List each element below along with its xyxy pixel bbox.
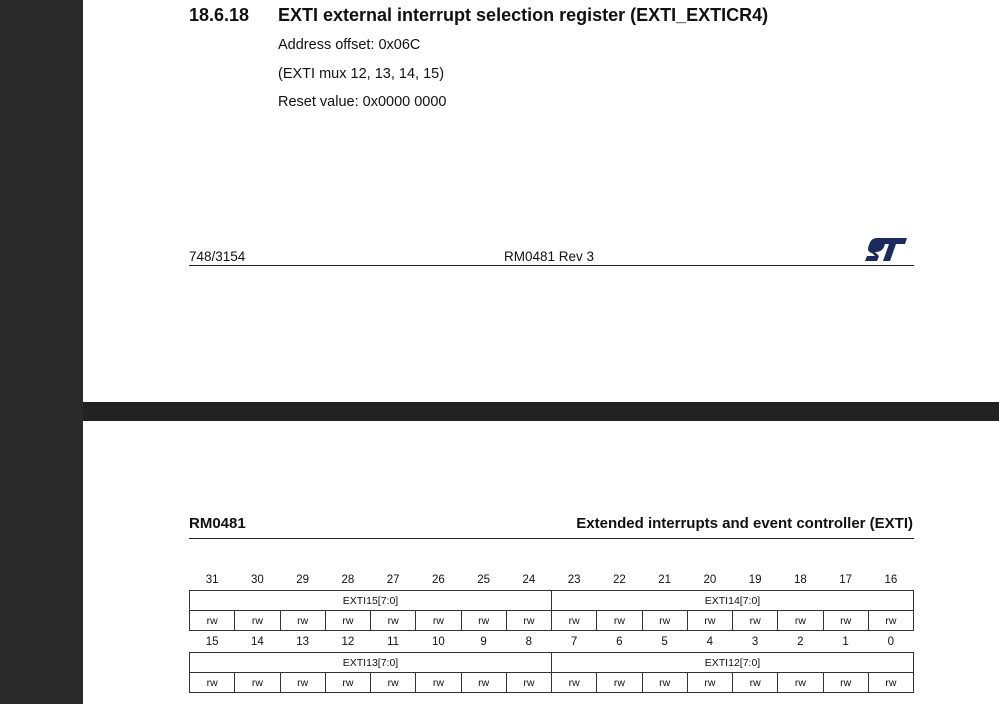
bit-number: 23 (567, 574, 581, 586)
bit-access: rw (461, 673, 506, 693)
bit-number: 31 (205, 574, 219, 586)
field-exti12: EXTI12[7:0] (552, 653, 914, 673)
bit-access: rw (552, 673, 597, 693)
bit-access: rw (371, 673, 416, 693)
bit-number: 22 (612, 574, 626, 586)
bit-access: rw (552, 611, 597, 631)
field-exti15: EXTI15[7:0] (190, 591, 552, 611)
bit-number: 30 (250, 574, 264, 586)
header-chapter-title: Extended interrupts and event controller (EXTI) (576, 515, 913, 532)
section-title: EXTI external interrupt selection register (EXTI_EXTICR4) (278, 5, 769, 25)
header-rule (189, 538, 914, 539)
bit-access: rw (461, 611, 506, 631)
bit-number: 9 (480, 636, 487, 648)
bit-access: rw (687, 611, 732, 631)
reset-value: Reset value: 0x0000 0000 (278, 94, 447, 110)
bit-access: rw (868, 611, 913, 631)
bit-access: rw (733, 611, 778, 631)
bit-access: rw (280, 673, 325, 693)
page-gap (83, 402, 999, 421)
address-offset: Address offset: 0x06C (278, 37, 421, 53)
bit-number: 20 (703, 574, 717, 586)
bit-number: 16 (884, 574, 898, 586)
bit-access: rw (733, 673, 778, 693)
bit-number: 0 (887, 636, 895, 648)
footer-page-number: 748/3154 (189, 249, 246, 264)
bit-number: 6 (616, 636, 623, 648)
bit-access: rw (190, 611, 235, 631)
bit-number: 13 (296, 636, 310, 648)
bit-access: rw (506, 611, 551, 631)
bit-number: 2 (797, 636, 804, 648)
bit-access: rw (597, 673, 642, 693)
field-exti13: EXTI13[7:0] (190, 653, 552, 673)
bit-access: rw (778, 611, 823, 631)
mux-note: (EXTI mux 12, 13, 14, 15) (278, 66, 445, 82)
bit-access: rw (416, 673, 461, 693)
st-logo-icon (863, 236, 911, 264)
register-table-upper (189, 570, 914, 631)
field-exti14: EXTI14[7:0] (552, 591, 914, 611)
bit-number: 3 (751, 636, 759, 648)
bit-access: rw (371, 611, 416, 631)
bit-number: 5 (661, 636, 668, 648)
bit-number: 28 (341, 574, 355, 586)
bit-access: rw (506, 673, 551, 693)
bit-number: 1 (842, 636, 849, 648)
bit-number: 17 (839, 574, 853, 586)
bit-number: 8 (525, 636, 533, 648)
section-number: 18.6.18 (189, 5, 250, 25)
bit-number: 7 (570, 636, 578, 648)
bit-access: rw (235, 611, 280, 631)
bit-number: 4 (706, 636, 714, 648)
bit-number: 27 (386, 574, 400, 586)
bit-number: 12 (341, 636, 355, 648)
bit-access: rw (190, 673, 235, 693)
bit-number: 29 (296, 574, 310, 586)
bit-number: 19 (748, 574, 762, 586)
bit-access: rw (778, 673, 823, 693)
bit-access: rw (823, 611, 868, 631)
bit-access: rw (325, 611, 370, 631)
bit-access: rw (325, 673, 370, 693)
bit-access: rw (868, 673, 913, 693)
bit-access: rw (823, 673, 868, 693)
bit-number: 21 (658, 574, 672, 586)
bit-number: 14 (250, 636, 264, 648)
bit-number: 24 (522, 574, 536, 586)
header-doc-id: RM0481 (189, 515, 246, 532)
bit-access: rw (642, 611, 687, 631)
bit-access: rw (687, 673, 732, 693)
bit-number: 18 (793, 574, 807, 586)
footer-rule (189, 265, 914, 266)
register-table-lower (189, 632, 914, 693)
document-page-2 (83, 421, 999, 704)
footer-doc-rev: RM0481 Rev 3 (504, 249, 595, 264)
bit-access: rw (597, 611, 642, 631)
bit-number: 25 (477, 574, 491, 586)
bit-access: rw (642, 673, 687, 693)
bit-number: 15 (205, 636, 219, 648)
bit-access: rw (280, 611, 325, 631)
bit-access: rw (416, 611, 461, 631)
bit-number: 10 (431, 636, 445, 648)
bit-access: rw (235, 673, 280, 693)
bit-number: 11 (387, 636, 400, 648)
document-page-1 (83, 0, 999, 402)
bit-number: 26 (431, 574, 445, 586)
